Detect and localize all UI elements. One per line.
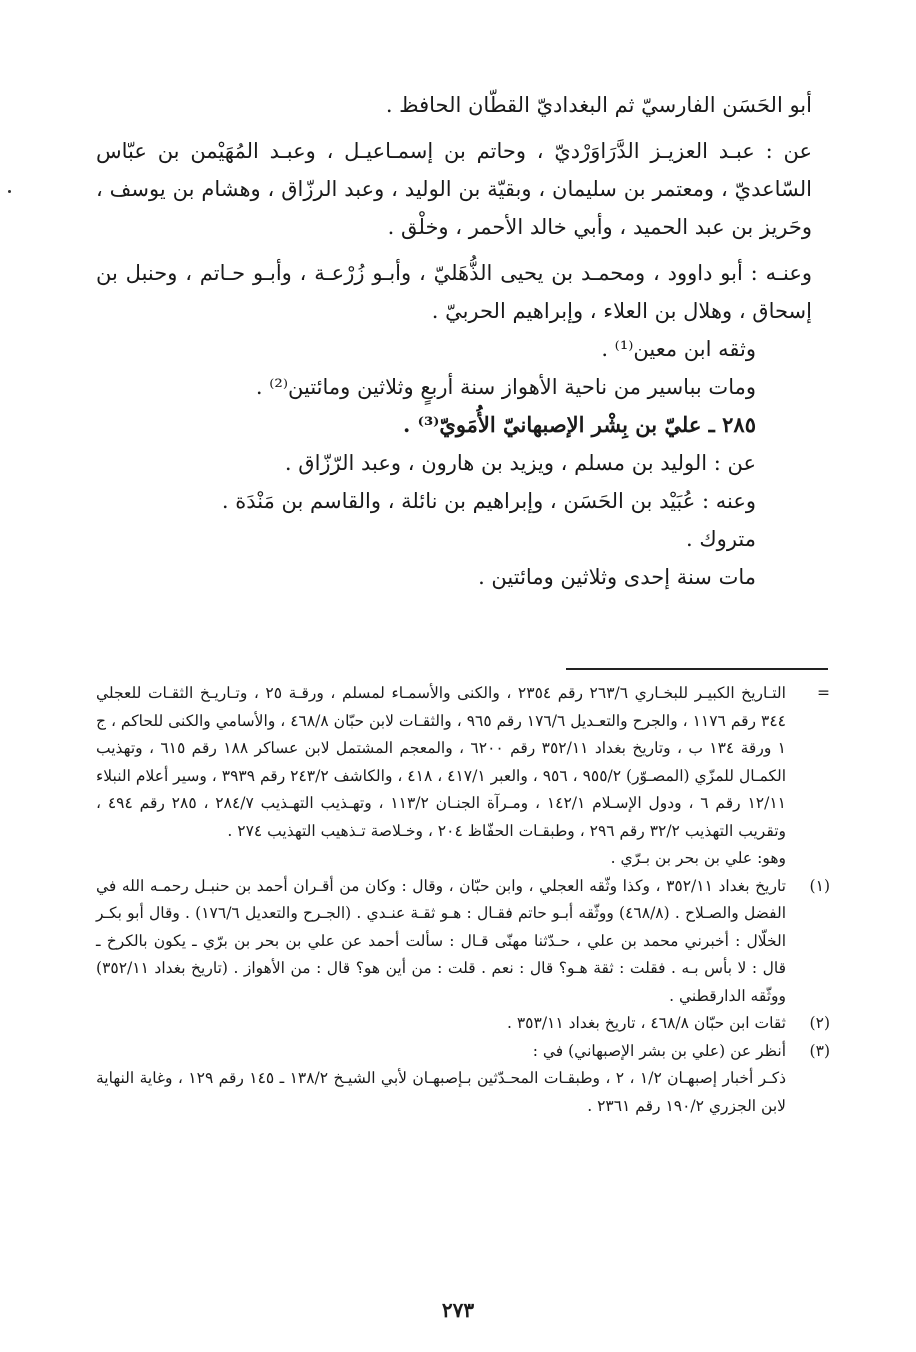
- footnote-text: التـاريخ الكبيـر للبخـاري ٢٦٣/٦ رقم ٢٣٥٤ ، والكنى والأسمـاء لمسلم ، ورقـة ٢٥ ، وتـاريـخ الثقـات للعجلي ٣٤٤ رقم ١١٧٦ ، والجرح والتعـديل ١٧٦/٦ رقم ٩٦٥ ، والثقـات لابن حبّان ٤٦٨/٨ ، والأسامي والكنى للحاكم ، ج ١ ورقة ١٣٤ ب ، وتاريخ بغداد ٣٥٢/١١ رقم ٦٢٠٠ ، والمعجم المشتمل لابن عساكر ١٨٨ رقم ٦١٥ ، وتهذيب الكمـال للمزّي (المصـوّر) ٩٥٥/٢ ، ٩٥٦ ، والعبر ٤١٧/١ ، ٤١٨ ، والكاشف ٢٤٣/٢ رقم ٣٩٣٩ ، وسير أعلام النبلاء ١٢/١١ رقم ٦ ، ودول الإسـلام ١٤٢/١ ، ومـرآة الجنـان ١١٣/٢ ، وتهـذيب التهـذيب ٢٨٤/٧ ، ٢٨٥ رقم ٤٩٤ ، وتقريب التهذيب ٣٢/٢ رقم ٢٩٦ ، وطبقـات الحفّاظ ٢٠٤ ، وخـلاصة تـذهيب التهذيب ٢٧٤ .: [96, 684, 787, 840]
- reliability-line: وثقه ابن معين⁽¹⁾ .: [601, 337, 756, 361]
- narrators-from-paragraph: عن : عبـد العزيـز الدَّرَاوَرْديّ ، وحاتم بن إسمـاعيـل ، وعبـد المُهَيْمن بن عبّاس السّاعديّ ، ومعتمر بن سليمان ، وبقيّة بن الوليد ، وعبد الرزّاق ، وهشام بن يوسف ، وحَريز بن عبد الحميد ، وأبي خالد الأحمر ، وخلْق .: [96, 139, 812, 239]
- footnote-1: [96, 873, 830, 1011]
- footnote-2: [96, 1010, 830, 1038]
- narrators-to-paragraph: وعنـه : أبو داوود ، ومحمـد بن يحيى الذُّهَليّ ، وأبـو زُرْعـة ، وأبـو حـاتم ، وحنبل بن إسحاق ، وهلال بن العلاء ، وإبراهيم الحربيّ .: [96, 261, 812, 323]
- entry-line: مات سنة إحدى وثلاثين ومائتين .: [478, 565, 756, 589]
- footnote-mark: (٢): [809, 1014, 830, 1032]
- footnote-mark: (٣): [809, 1041, 830, 1060]
- footnote-text: وهو: علي بن بحر بن بـرّي .: [610, 849, 786, 867]
- footnote-separator: [566, 668, 828, 670]
- main-text: [96, 86, 812, 596]
- entry-line: عن : الوليد بن مسلم ، ويزيد بن هارون ، وعبد الرّزّاق .: [284, 451, 756, 475]
- entry-line: متروك .: [686, 527, 756, 551]
- footnote-3: [96, 1038, 830, 1121]
- footnote-text: ثقات ابن حبّان ٤٦٨/٨ ، تاريخ بغداد ٣٥٣/١١ .: [507, 1014, 786, 1032]
- footnote-text: تاريخ بغداد ٣٥٢/١١ ، وكذا وثّقه العجلي ، وابن حبّان ، وقال : وكان من أقـران أحمد بن حنبـل رحمـه الله في الفضل والصـلاح . (٤٦٨/٨) ووثّقه أبـو حاتم فقـال : هـو ثقـة عنـدي . (الجـرح والتعديل ١٧٦/٦) . وقال أبو بكـر الخلّال : أخبرني محمد بن علي ، حـدّثنا مهنّى قـال : سألت أحمد عن علي بن بحر بن برّي ـ يكون بالكرخ ـ قال : لا بأس بـه . فقلت : ثقة هـو؟ قال : نعم . قلت : من أين هو؟ قال : من الأهواز . (تاريخ بغداد ٣٥٢/١١) ووثّقه الدارقطني .: [96, 876, 786, 1005]
- margin-speck: [8, 190, 11, 193]
- footnote-mark: (١): [809, 876, 830, 895]
- footnote-text: أنظر عن (علي بن بشر الإصبهاني) في :: [532, 1041, 786, 1060]
- page-number: ٢٧٣: [441, 1298, 475, 1322]
- death-line: ومات بباسير من ناحية الأهواز سنة أربعٍ وثلاثين ومائتين⁽²⁾ .: [255, 375, 756, 399]
- entry-heading: ٢٨٥ ـ عليّ بن بِشْر الإصبهانيّ الأُمَويّ⁽³⁾ .: [403, 412, 756, 437]
- footnote-continued: [96, 680, 830, 873]
- footnote-text: ذكـر أخبار إصبهـان ١/٢ ، ٢ ، وطبقـات المحـدّثين بـإصبهـان لأبي الشيـخ ١٣٨/٢ ـ ١٤٥ رقم ١٢٩ ، وغاية النهاية لابن الجزري ١٩٠/٢ رقم ٢٣٦١ .: [96, 1069, 787, 1115]
- footnote-mark: =: [817, 684, 830, 702]
- footnotes: [96, 680, 830, 1120]
- entry-line: وعنه : عُبَيْد بن الحَسَن ، وإبراهيم بن نائلة ، والقاسم بن مَنْدَة .: [221, 489, 756, 513]
- entry-continuation-line: أبو الحَسَن الفارسيّ ثم البغداديّ القطّان الحافظ .: [385, 93, 812, 117]
